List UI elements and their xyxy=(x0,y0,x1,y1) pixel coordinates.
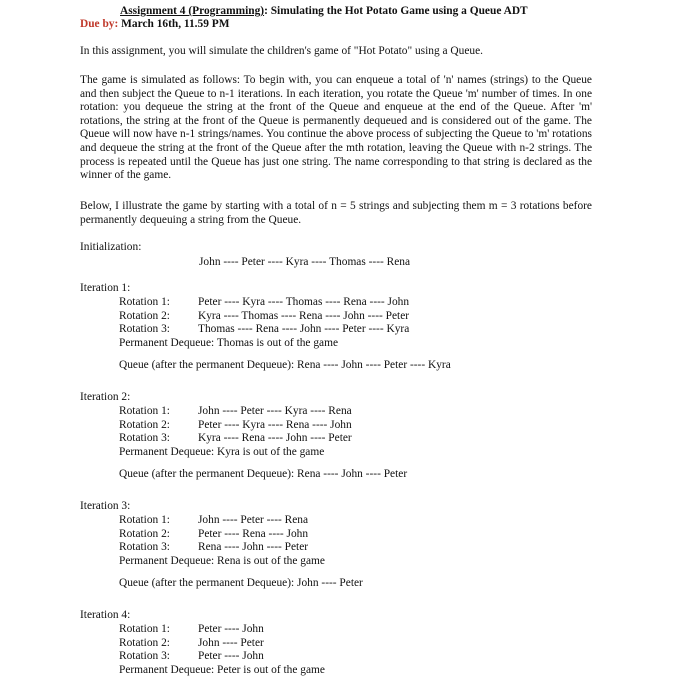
due-date xyxy=(80,18,229,32)
queue-after-line: Queue (after the permanent Dequeue): Rena ---- John ---- Peter xyxy=(119,467,408,480)
rotation-sequence: Kyra ---- Rena ---- John ---- Peter xyxy=(198,432,352,445)
rotation-row xyxy=(80,528,363,542)
permanent-dequeue-line: Permanent Dequeue: Rena is out of the game xyxy=(119,554,325,567)
rotation-row xyxy=(80,432,407,446)
rotation-row xyxy=(80,310,451,324)
queue-after-line: Queue (after the permanent Dequeue): John ---- Peter xyxy=(119,576,363,589)
rotation-sequence: Peter ---- John xyxy=(198,650,264,663)
rotation-label: Rotation 1: xyxy=(119,514,170,526)
description-paragraph: The game is simulated as follows: To begin with, you can enqueue a total of 'n' names (strings) to the Queue and then subject the Queue to n-1 iterations. In each iteration, you rotate the Queue 'm' number of times. In one rotation: you dequeue the string at the front of the Queue and enqueue at the end of the Queue. After 'm' rotations, the string at the front of the Queue is permanently dequeued and is considered out of the game. The Queue will now have n-1 strings/names. You continue the above process of subjecting the Queue to 'm' rotations and dequeue the string at the front of the Queue after the mth rotation, leaving the Queue with n-2 strings. The process is repeated until the Queue has just one string. The name corresponding to that string is declared as the winner of the game. xyxy=(80,74,592,182)
rotation-label: Rotation 3: xyxy=(119,650,170,663)
rotation-sequence: Peter ---- John xyxy=(198,623,264,635)
assignment-title-rest: : Simulating the Hot Potato Game using a Queue ADT xyxy=(264,5,528,17)
iteration-label: Iteration 3: xyxy=(80,500,131,512)
permanent-dequeue-line: Permanent Dequeue: Peter is out of the game xyxy=(119,663,325,676)
iteration-label: Iteration 4: xyxy=(80,609,131,621)
rotation-label: Rotation 2: xyxy=(119,418,170,431)
rotation-label: Rotation 1: xyxy=(119,296,170,308)
rotation-label: Rotation 3: xyxy=(119,323,170,336)
iteration-block xyxy=(80,282,451,372)
rotation-label: Rotation 1: xyxy=(119,623,170,635)
rotation-sequence: Kyra ---- Thomas ---- Rena ---- John ---- Peter xyxy=(198,309,410,322)
rotation-row xyxy=(80,637,325,651)
permanent-dequeue-line: Permanent Dequeue: Thomas is out of the game xyxy=(119,336,339,349)
rotation-label: Rotation 3: xyxy=(119,541,170,554)
intro-paragraph: In this assignment, you will simulate the children's game of "Hot Potato" using a Queue. xyxy=(80,45,483,57)
iteration-label: Iteration 1: xyxy=(80,282,131,294)
due-label: Due by: xyxy=(80,18,119,30)
rotation-label: Rotation 2: xyxy=(119,527,170,540)
initialization-label: Initialization: xyxy=(80,241,142,253)
assignment-title xyxy=(120,5,528,19)
rotation-label: Rotation 2: xyxy=(119,636,170,649)
rotation-sequence: Peter ---- Kyra ---- Rena ---- John xyxy=(198,418,352,431)
rotation-label: Rotation 2: xyxy=(119,309,170,322)
due-value: March 16th, 11.59 PM xyxy=(121,18,230,30)
rotation-row xyxy=(80,296,451,310)
rotation-row xyxy=(80,419,407,433)
rotation-row xyxy=(80,323,451,337)
iteration-block xyxy=(80,391,407,481)
rotation-label: Rotation 1: xyxy=(119,405,170,417)
rotation-row xyxy=(80,650,325,664)
initialization-sequence: John ---- Peter ---- Kyra ---- Thomas ---- Rena xyxy=(199,256,411,268)
rotation-label: Rotation 3: xyxy=(119,432,170,445)
rotation-sequence: Thomas ---- Rena ---- John ---- Peter ---- Kyra xyxy=(198,323,410,336)
rotation-sequence: Rena ---- John ---- Peter xyxy=(198,541,309,554)
rotation-sequence: Peter ---- Kyra ---- Thomas ---- Rena ---- John xyxy=(198,296,410,308)
rotation-sequence: John ---- Peter ---- Kyra ---- Rena xyxy=(198,405,352,417)
rotation-row xyxy=(80,514,363,528)
assignment-label: Assignment 4 (Programming) xyxy=(120,5,265,17)
rotation-row xyxy=(80,623,325,637)
rotation-row xyxy=(80,541,363,555)
rotation-sequence: John ---- Peter ---- Rena xyxy=(198,514,309,526)
queue-after-line: Queue (after the permanent Dequeue): Rena ---- John ---- Peter ---- Kyra xyxy=(119,358,451,371)
rotation-sequence: John ---- Peter xyxy=(198,636,264,649)
iteration-block xyxy=(80,609,325,678)
iteration-label: Iteration 2: xyxy=(80,391,131,403)
permanent-dequeue-line: Permanent Dequeue: Kyra is out of the game xyxy=(119,445,325,458)
iteration-block xyxy=(80,500,363,590)
illustration-paragraph: Below, I illustrate the game by starting with a total of n = 5 strings and subjecting them m = 3 rotations before permanently dequeuing a string from the Queue. xyxy=(80,200,592,226)
rotation-sequence: Peter ---- Rena ---- John xyxy=(198,527,309,540)
rotation-row xyxy=(80,405,407,419)
